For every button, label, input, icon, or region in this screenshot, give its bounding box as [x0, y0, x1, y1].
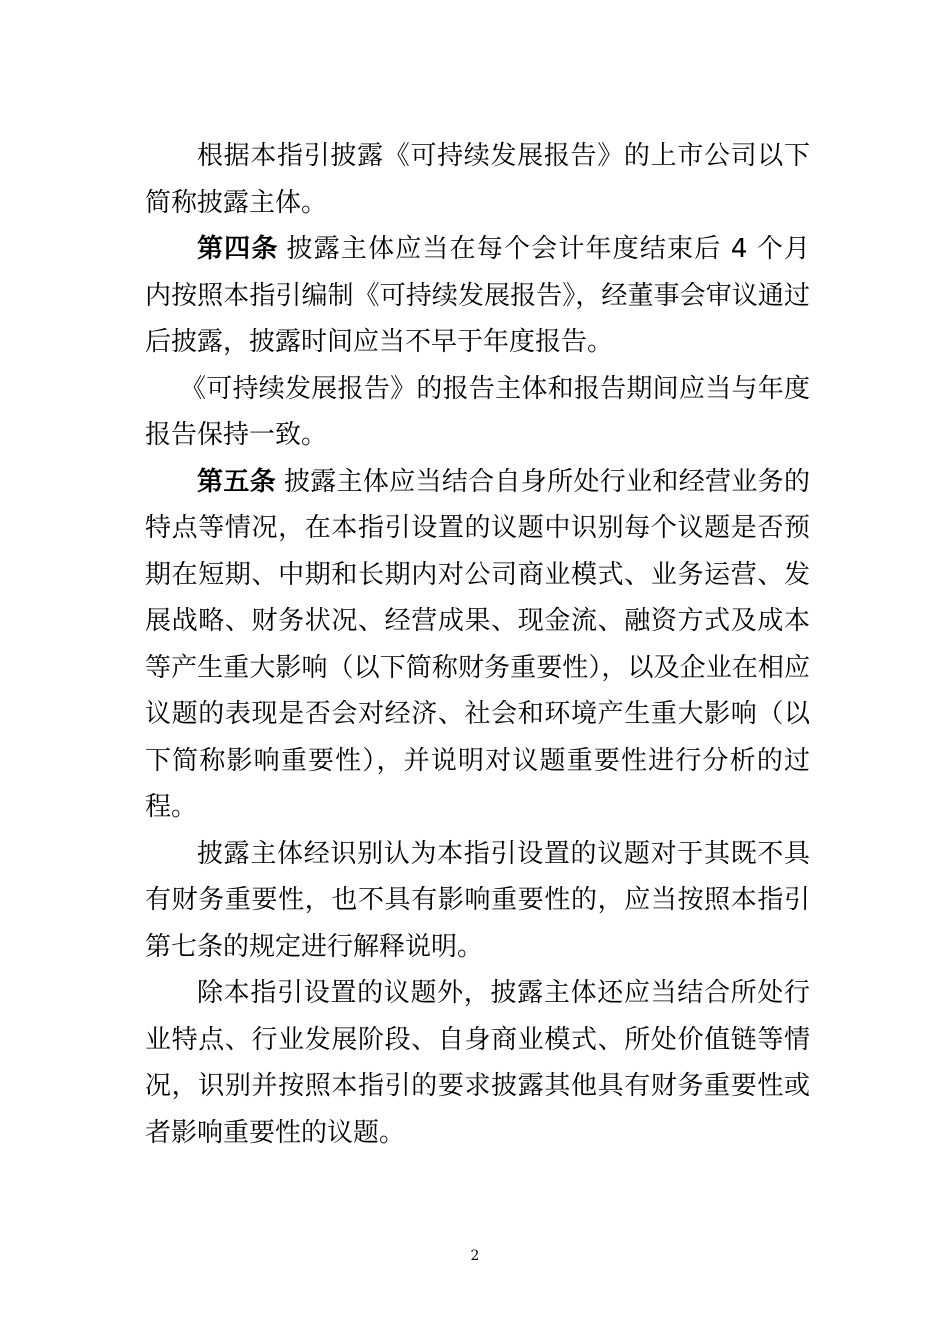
paragraph-text: 披露主体应当结合自身所处行业和经营业务的特点等情况，在本指引设置的议题中识别每个议题是否预期在短期、中期和长期内对公司商业模式、业务运营、发展战略、财务状况、经营成果、现金流、融资方式及成本等产生重大影响（以下简称财务重要性），以及企业在相应议题的表现是否会对经济、社会和环境产生重大影响（以下简称影响重要性），并说明对议题重要性进行分析的过程。	[145, 466, 810, 822]
article-number: 第四条	[197, 234, 279, 264]
article-number: 第五条	[197, 466, 276, 497]
page-number: 2	[470, 1248, 480, 1264]
paragraph-text: 除本指引设置的议题外，披露主体还应当结合所处行业特点、行业发展阶段、自身商业模式、所处价值链等情况，识别并按照本指引的要求披露其他具有财务重要性或者影响重要性的议题。	[145, 978, 810, 1148]
paragraph-text: 根据本指引披露《可持续发展报告》的上市公司以下简称披露主体。	[145, 141, 810, 218]
paragraph-other-topics	[145, 970, 810, 1156]
paragraph-text: 《可持续发展报告》的报告主体和报告期间应当与年度报告保持一致。	[145, 373, 810, 450]
paragraph-disclosure-subject	[145, 133, 810, 226]
paragraph-text: 披露主体经识别认为本指引设置的议题对于其既不具有财务重要性，也不具有影响重要性的，应当按照本指引第七条的规定进行解释说明。	[145, 838, 810, 962]
paragraph-explanation	[145, 831, 810, 971]
paragraph-text: 披露主体应当在每个会计年度结束后 4 个月内按照本指引编制《可持续发展报告》，经董事会审议通过后披露，披露时间应当不早于年度报告。	[145, 234, 810, 357]
paragraph-report-period	[145, 366, 810, 459]
paragraph-article-5	[145, 459, 810, 831]
paragraph-article-4	[145, 226, 810, 366]
document-body	[145, 133, 810, 1156]
